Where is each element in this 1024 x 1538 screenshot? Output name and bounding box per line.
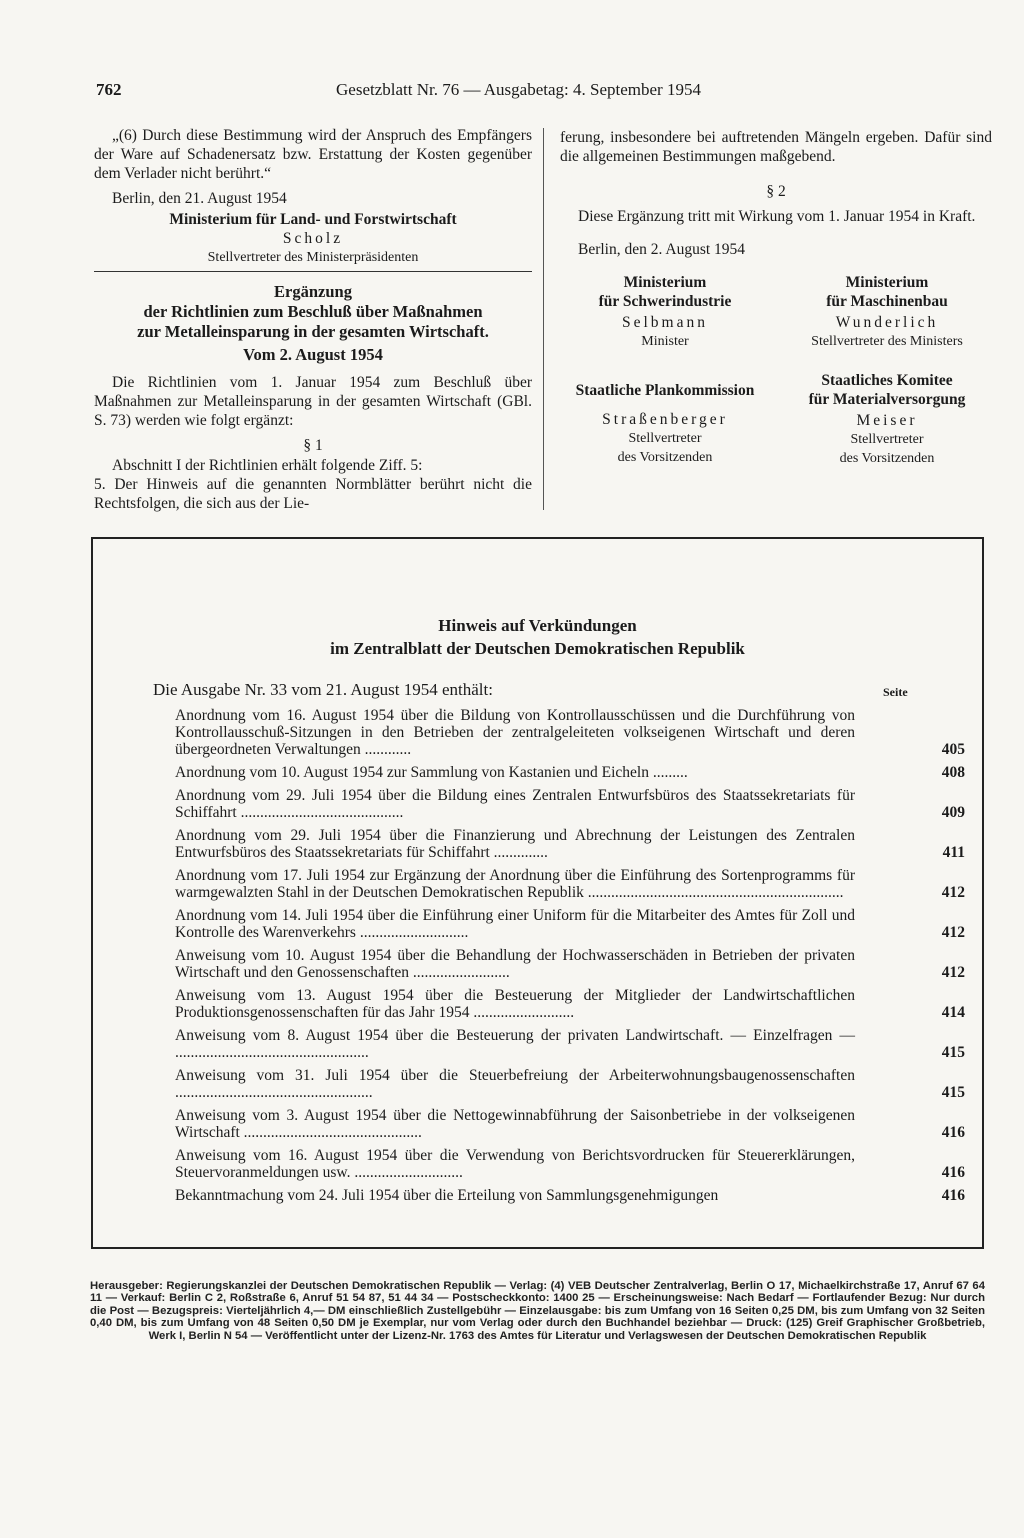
entry-text: Anweisung vom 3. August 1954 über die Nettogewinnabführung der Saisonbetriebe in der volkseigenen Wirtschaft .............................................. <box>175 1107 855 1141</box>
list-item <box>175 707 965 758</box>
signature-row-2 <box>560 371 992 468</box>
entry-page-number: 411 <box>942 844 965 861</box>
sig2-org-line2: für Maschinenbau <box>826 293 948 310</box>
issue-line: Die Ausgabe Nr. 33 vom 21. August 1954 enthält: <box>153 680 493 699</box>
list-item <box>175 1147 965 1181</box>
entry-page-number: 416 <box>941 1124 965 1141</box>
paragraph-2-text: Diese Ergänzung tritt mit Wirkung vom 1. Januar 1954 in Kraft. <box>578 208 976 225</box>
column-divider <box>543 128 544 510</box>
section-divider <box>94 271 532 272</box>
signature-block-materialversorgung <box>782 371 992 468</box>
page-number: 762 <box>96 80 122 99</box>
sig4-title-line2: des Vorsitzenden <box>839 451 935 466</box>
place-date: Berlin, den 21. August 1954 <box>112 190 287 207</box>
entry-page-number: 416 <box>941 1164 965 1181</box>
list-item <box>175 787 965 821</box>
entry-page-number: 415 <box>941 1084 965 1101</box>
item-5-text: 5. Der Hinweis auf die genannten Normblätter berührt nicht die Rechtsfolgen, die sich aus der Lie- <box>94 476 532 512</box>
entry-page-number: 412 <box>941 924 965 941</box>
page-header <box>96 80 784 106</box>
list-item <box>175 907 965 941</box>
sig4-org-line1: Staatliches Komitee <box>821 372 953 389</box>
notice-title-line1: Hinweis auf Verkündungen <box>438 616 637 635</box>
signature-row-1 <box>560 273 992 351</box>
entry-page-number: 415 <box>941 1044 965 1061</box>
entry-text: Anordnung vom 16. August 1954 über die Bildung von Kontrollausschüssen und die Durchführung von Kontrollausschuß-Sitzungen in den Betrieben der zentralgeleiteten volkseigenen Wirtschaft und deren übergeordneten Verwaltungen ............ <box>175 707 855 758</box>
list-item <box>175 1107 965 1141</box>
sig2-title: Stellvertreter des Ministers <box>811 334 963 349</box>
signature-block-schwerindustrie <box>560 273 770 351</box>
sig1-name: Selbmann <box>622 314 708 331</box>
sig4-name: Meiser <box>856 412 918 429</box>
supplement-title <box>94 282 532 365</box>
entry-text: Anweisung vom 13. August 1954 über die Besteuerung der Mitglieder der Landwirtschaftlichen Produktionsgenossenschaften für das Jahr 1954 .......................... <box>175 987 855 1021</box>
quote-paragraph: „(6) Durch diese Bestimmung wird der Anspruch des Empfängers der Ware auf Schadenersatz bzw. Erstattung der Kosten gegenüber dem Verlader nicht berührt.“ <box>94 127 532 182</box>
list-item <box>175 1187 965 1204</box>
entry-page-number: 409 <box>941 804 965 821</box>
sig4-org-line2: für Materialversorgung <box>808 391 966 408</box>
supplement-title-line3: zur Metalleinsparung in der gesamten Wirtschaft. <box>137 322 489 341</box>
signature-block-maschinenbau <box>782 273 992 351</box>
entry-list <box>175 707 965 1210</box>
entry-text: Bekanntmachung vom 24. Juli 1954 über die Erteilung von Sammlungsgenehmigungen <box>175 1187 719 1204</box>
list-item <box>175 1027 965 1061</box>
sig2-name: Wunderlich <box>835 314 939 331</box>
paragraph-1-heading: § 1 <box>303 437 323 454</box>
entry-text: Anweisung vom 31. Juli 1954 über die Steuerbefreiung der Arbeiterwohnungsbaugenossenschaften ................................................... <box>175 1067 855 1101</box>
left-column <box>94 126 532 513</box>
sig3-title-line2: des Vorsitzenden <box>617 450 713 465</box>
entry-text: Anordnung vom 29. Juli 1954 über die Bildung eines Zentralen Entwurfsbüros des Staatssekretariats für Schiffahrt .......................................... <box>175 787 855 821</box>
entry-text: Anordnung vom 17. Juli 1954 zur Ergänzung der Anordnung über die Einführung des Sortenprogramms für warmgewalzten Stahl in der Deutschen Demokratischen Republik .................................................................. <box>175 867 855 901</box>
page-column-label: Seite <box>883 685 908 699</box>
entry-page-number: 412 <box>941 964 965 981</box>
right-place-date: Berlin, den 2. August 1954 <box>578 241 746 258</box>
list-item <box>175 947 965 981</box>
signatory-title: Stellvertreter des Ministerpräsidenten <box>207 250 419 265</box>
list-item <box>175 827 965 861</box>
sig1-org-line1: Ministerium <box>623 274 707 291</box>
notice-title <box>93 614 982 660</box>
signatory-name: Scholz <box>282 230 344 247</box>
entry-text: Anordnung vom 14. Juli 1954 über die Einführung einer Uniform für die Mitarbeiter des Amtes für Zoll und Kontrolle des Warenverkehrs ............................ <box>175 907 855 941</box>
entry-page-number: 412 <box>941 884 965 901</box>
list-item <box>175 987 965 1021</box>
ministry-name: Ministerium für Land- und Forstwirtschaft <box>169 211 457 228</box>
sig2-org-line1: Ministerium <box>845 274 929 291</box>
supplement-title-line2: der Richtlinien zum Beschluß über Maßnahmen <box>143 302 483 321</box>
supplement-date: Vom 2. August 1954 <box>243 345 383 364</box>
entry-text: Anordnung vom 10. August 1954 zur Sammlung von Kastanien und Eicheln ......... <box>175 764 688 781</box>
right-column <box>560 128 992 468</box>
paragraph-1-text: Abschnitt I der Richtlinien erhält folgende Ziff. 5: <box>112 457 423 474</box>
signature-block-plankommission <box>560 371 770 468</box>
sig3-org: Staatliche Plankommission <box>575 382 755 399</box>
list-item <box>175 867 965 901</box>
supplement-intro: Die Richtlinien vom 1. Januar 1954 zum Beschluß über Maßnahmen zur Metalleinsparung in der gesamten Wirtschaft (GBl. S. 73) werden wie folgt ergänzt: <box>94 374 532 429</box>
supplement-title-line1: Ergänzung <box>274 282 352 301</box>
sig1-title: Minister <box>641 334 689 349</box>
list-item <box>175 764 965 781</box>
paragraph-2-heading: § 2 <box>766 183 786 200</box>
sig3-name: Straßenberger <box>602 411 728 428</box>
imprint: Herausgeber: Regierungskanzlei der Deutschen Demokratischen Republik — Verlag: (4) VEB Deutscher Zentralverlag, Berlin O 17, Michaelkirchstraße 17, Anruf 67 64 11 — Verkauf: Berlin C 2, Roßstraße 6, Anruf 51 54 87, 51 44 34 — Postscheckkonto: 1400 25 — Erscheinungsweise: Nach Bedarf — Fortlaufender Bezug: Nur durch die Post — Bezugspreis: Vierteljährlich 4,— DM einschließlich Zustellgebühr — Einzelausgabe: bis zum Umfang von 16 Seiten 0,25 DM, bis zum Umfang von 32 Seiten 0,40 DM, bis zum Umfang von 48 Seiten 0,50 DM je Exemplar, nur vom Verlag oder durch den Buchhandel beziehbar — Druck: (125) Greif Graphischer Großbetrieb, Werk I, Berlin N 54 — Veröffentlicht unter der Lizenz-Nr. 1763 des Amtes für Literatur und Verlagswesen der Deutschen Demokratischen Republik <box>90 1280 985 1342</box>
entry-text: Anordnung vom 29. Juli 1954 über die Finanzierung und Abrechnung der Leistungen des Zentralen Entwurfsbüros des Staatssekretariats für Schiffahrt .............. <box>175 827 855 861</box>
entry-text: Anweisung vom 10. August 1954 über die Behandlung der Hochwasserschäden in Betrieben der privaten Wirtschaft und den Genossenschaften ......................... <box>175 947 855 981</box>
entry-page-number: 414 <box>941 1004 965 1021</box>
notice-title-line2: im Zentralblatt der Deutschen Demokratischen Republik <box>330 639 745 658</box>
notice-box <box>91 537 984 1249</box>
entry-page-number: 405 <box>941 741 965 758</box>
sig3-title-line1: Stellvertreter <box>628 431 702 446</box>
entry-text: Anweisung vom 8. August 1954 über die Besteuerung der privaten Landwirtschaft. — Einzelfragen — .................................................. <box>175 1027 855 1061</box>
sig1-org-line2: für Schwerindustrie <box>598 293 732 310</box>
list-item <box>175 1067 965 1101</box>
continuation-paragraph: ferung, insbesondere bei auftretenden Mängeln ergeben. Dafür sind die allgemeinen Bestimmungen maßgebend. <box>560 129 992 165</box>
entry-page-number: 416 <box>941 1187 965 1204</box>
entry-page-number: 408 <box>941 764 965 781</box>
gazette-title: Gesetzblatt Nr. 76 — Ausgabetag: 4. September 1954 <box>336 80 701 99</box>
entry-text: Anweisung vom 16. August 1954 über die Verwendung von Berichtsvordrucken für Steuererklärungen, Steuervoranmeldungen usw. ............................ <box>175 1147 855 1181</box>
sig4-title-line1: Stellvertreter <box>850 432 924 447</box>
